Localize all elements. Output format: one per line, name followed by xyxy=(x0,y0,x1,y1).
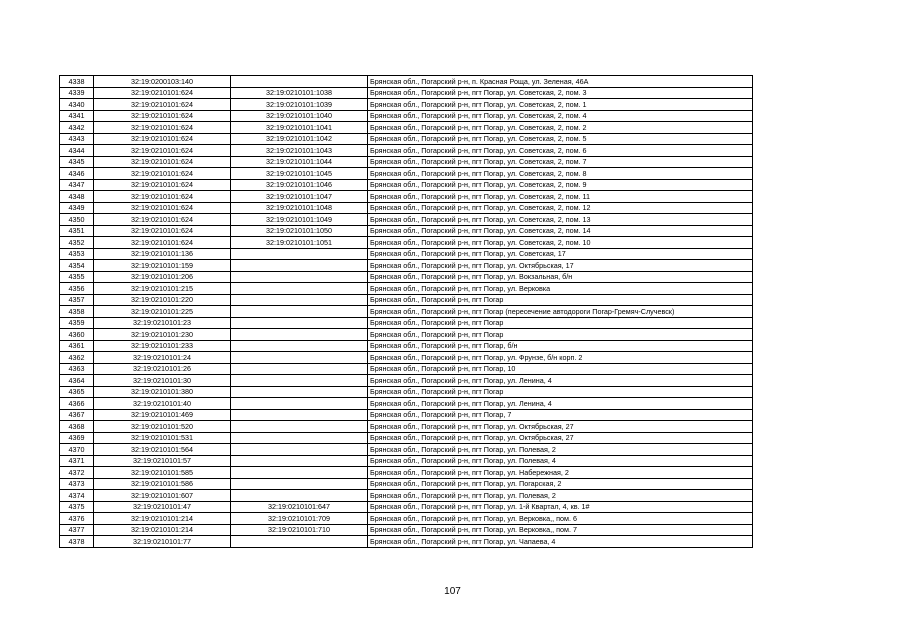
address-cell: Брянская обл., Погарский р-н, пгт Погар, ул. Советская, 2, пом. 1 xyxy=(368,99,753,111)
cadastral-number-cell: 32:19:0210101:225 xyxy=(94,306,231,318)
row-number-cell: 4359 xyxy=(60,317,94,329)
address-cell: Брянская обл., Погарский р-н, пгт Погар xyxy=(368,329,753,341)
table-row xyxy=(60,501,753,513)
address-cell: Брянская обл., Погарский р-н, пгт Погар, ул. Советская, 17 xyxy=(368,248,753,260)
cadastral-number-cell: 32:19:0210101:531 xyxy=(94,432,231,444)
table-row xyxy=(60,87,753,99)
row-number-cell: 4367 xyxy=(60,409,94,421)
row-number-cell: 4345 xyxy=(60,156,94,168)
table-row xyxy=(60,363,753,375)
cadastral-number-cell: 32:19:0210101:214 xyxy=(94,524,231,536)
table-row xyxy=(60,513,753,525)
address-cell: Брянская обл., Погарский р-н, пгт Погар, ул. Октябрьская, 27 xyxy=(368,432,753,444)
table-row xyxy=(60,524,753,536)
row-number-cell: 4339 xyxy=(60,87,94,99)
address-cell: Брянская обл., Погарский р-н, пгт Погар, б/н xyxy=(368,340,753,352)
table-row xyxy=(60,99,753,111)
address-cell: Брянская обл., Погарский р-н, пгт Погар xyxy=(368,386,753,398)
cadastral-number-cell: 32:19:0210101:230 xyxy=(94,329,231,341)
cadastral-number-cell: 32:19:0210101:624 xyxy=(94,237,231,249)
cadastral-number-cell: 32:19:0210101:624 xyxy=(94,122,231,134)
address-cell: Брянская обл., Погарский р-н, пгт Погар, ул. Верковка,, пом. 6 xyxy=(368,513,753,525)
cadastral-number-cell: 32:19:0210101:26 xyxy=(94,363,231,375)
sub-object-number-cell: 32:19:0210101:1044 xyxy=(231,156,368,168)
table-row xyxy=(60,409,753,421)
row-number-cell: 4340 xyxy=(60,99,94,111)
table-row xyxy=(60,375,753,387)
sub-object-number-cell xyxy=(231,340,368,352)
table-row xyxy=(60,421,753,433)
page-number: 107 xyxy=(444,586,461,597)
table-row xyxy=(60,191,753,203)
sub-object-number-cell xyxy=(231,455,368,467)
table-row xyxy=(60,294,753,306)
table-row xyxy=(60,168,753,180)
table-row xyxy=(60,317,753,329)
row-number-cell: 4346 xyxy=(60,168,94,180)
cadastral-number-cell: 32:19:0210101:233 xyxy=(94,340,231,352)
sub-object-number-cell xyxy=(231,271,368,283)
cadastral-number-cell: 32:19:0210101:624 xyxy=(94,87,231,99)
address-cell: Брянская обл., Погарский р-н, пгт Погар, ул. Погарская, 2 xyxy=(368,478,753,490)
sub-object-number-cell xyxy=(231,490,368,502)
cadastral-number-cell: 32:19:0210101:215 xyxy=(94,283,231,295)
row-number-cell: 4347 xyxy=(60,179,94,191)
row-number-cell: 4348 xyxy=(60,191,94,203)
row-number-cell: 4375 xyxy=(60,501,94,513)
row-number-cell: 4360 xyxy=(60,329,94,341)
row-number-cell: 4374 xyxy=(60,490,94,502)
row-number-cell: 4363 xyxy=(60,363,94,375)
cadastral-number-cell: 32:19:0210101:159 xyxy=(94,260,231,272)
sub-object-number-cell xyxy=(231,375,368,387)
sub-object-number-cell xyxy=(231,536,368,548)
row-number-cell: 4361 xyxy=(60,340,94,352)
cadastral-number-cell: 32:19:0210101:624 xyxy=(94,156,231,168)
address-cell: Брянская обл., Погарский р-н, пгт Погар (пересечение автодороги Погар-Гремяч-Случевск) xyxy=(368,306,753,318)
cadastral-number-cell: 32:19:0210101:624 xyxy=(94,214,231,226)
registry-table xyxy=(59,75,753,548)
sub-object-number-cell xyxy=(231,294,368,306)
cadastral-number-cell: 32:19:0210101:624 xyxy=(94,133,231,145)
address-cell: Брянская обл., Погарский р-н, пгт Погар, ул. 1-й Квартал, 4, кв. 1# xyxy=(368,501,753,513)
row-number-cell: 4370 xyxy=(60,444,94,456)
row-number-cell: 4369 xyxy=(60,432,94,444)
row-number-cell: 4372 xyxy=(60,467,94,479)
row-number-cell: 4342 xyxy=(60,122,94,134)
sub-object-number-cell: 32:19:0210101:1040 xyxy=(231,110,368,122)
row-number-cell: 4358 xyxy=(60,306,94,318)
row-number-cell: 4349 xyxy=(60,202,94,214)
cadastral-number-cell: 32:19:0210101:77 xyxy=(94,536,231,548)
sub-object-number-cell: 32:19:0210101:1039 xyxy=(231,99,368,111)
sub-object-number-cell xyxy=(231,386,368,398)
table-row xyxy=(60,283,753,295)
sub-object-number-cell: 32:19:0210101:1041 xyxy=(231,122,368,134)
row-number-cell: 4366 xyxy=(60,398,94,410)
sub-object-number-cell: 32:19:0210101:1042 xyxy=(231,133,368,145)
row-number-cell: 4357 xyxy=(60,294,94,306)
address-cell: Брянская обл., Погарский р-н, пгт Погар, ул. Верковка xyxy=(368,283,753,295)
table-row xyxy=(60,122,753,134)
cadastral-number-cell: 32:19:0210101:585 xyxy=(94,467,231,479)
row-number-cell: 4362 xyxy=(60,352,94,364)
table-row xyxy=(60,329,753,341)
address-cell: Брянская обл., Погарский р-н, пгт Погар, 10 xyxy=(368,363,753,375)
row-number-cell: 4373 xyxy=(60,478,94,490)
table-row xyxy=(60,271,753,283)
registry-table-body xyxy=(60,76,753,548)
sub-object-number-cell xyxy=(231,283,368,295)
address-cell: Брянская обл., Погарский р-н, пгт Погар, ул. Октябрьская, 27 xyxy=(368,421,753,433)
address-cell: Брянская обл., Погарский р-н, пгт Погар, ул. Советская, 2, пом. 4 xyxy=(368,110,753,122)
row-number-cell: 4364 xyxy=(60,375,94,387)
table-row xyxy=(60,398,753,410)
table-row xyxy=(60,156,753,168)
row-number-cell: 4344 xyxy=(60,145,94,157)
row-number-cell: 4343 xyxy=(60,133,94,145)
table-row xyxy=(60,490,753,502)
table-row xyxy=(60,248,753,260)
cadastral-number-cell: 32:19:0210101:624 xyxy=(94,99,231,111)
address-cell: Брянская обл., Погарский р-н, пгт Погар, ул. Советская, 2, пом. 11 xyxy=(368,191,753,203)
address-cell: Брянская обл., Погарский р-н, п. Красная Роща, ул. Зеленая, 46А xyxy=(368,76,753,88)
table-row xyxy=(60,133,753,145)
table-row xyxy=(60,260,753,272)
cadastral-number-cell: 32:19:0210101:520 xyxy=(94,421,231,433)
table-row xyxy=(60,145,753,157)
cadastral-number-cell: 32:19:0210101:469 xyxy=(94,409,231,421)
cadastral-number-cell: 32:19:0210101:624 xyxy=(94,225,231,237)
table-row xyxy=(60,110,753,122)
cadastral-number-cell: 32:19:0210101:624 xyxy=(94,168,231,180)
address-cell: Брянская обл., Погарский р-н, пгт Погар, ул. Советская, 2, пом. 3 xyxy=(368,87,753,99)
address-cell: Брянская обл., Погарский р-н, пгт Погар, ул. Октябрьская, 17 xyxy=(368,260,753,272)
cadastral-number-cell: 32:19:0210101:586 xyxy=(94,478,231,490)
table-row xyxy=(60,444,753,456)
sub-object-number-cell xyxy=(231,352,368,364)
cadastral-number-cell: 32:19:0210101:624 xyxy=(94,110,231,122)
table-row xyxy=(60,467,753,479)
sub-object-number-cell xyxy=(231,76,368,88)
sub-object-number-cell: 32:19:0210101:1051 xyxy=(231,237,368,249)
row-number-cell: 4353 xyxy=(60,248,94,260)
row-number-cell: 4350 xyxy=(60,214,94,226)
address-cell: Брянская обл., Погарский р-н, пгт Погар, ул. Чапаева, 4 xyxy=(368,536,753,548)
table-row xyxy=(60,455,753,467)
table-row xyxy=(60,386,753,398)
cadastral-number-cell: 32:19:0210101:30 xyxy=(94,375,231,387)
address-cell: Брянская обл., Погарский р-н, пгт Погар, ул. Советская, 2, пом. 2 xyxy=(368,122,753,134)
row-number-cell: 4354 xyxy=(60,260,94,272)
cadastral-number-cell: 32:19:0210101:24 xyxy=(94,352,231,364)
address-cell: Брянская обл., Погарский р-н, пгт Погар, ул. Верковка,, пом. 7 xyxy=(368,524,753,536)
address-cell: Брянская обл., Погарский р-н, пгт Погар, ул. Советская, 2, пом. 14 xyxy=(368,225,753,237)
table-row xyxy=(60,76,753,88)
address-cell: Брянская обл., Погарский р-н, пгт Погар, ул. Вокзальная, б/н xyxy=(368,271,753,283)
sub-object-number-cell: 32:19:0210101:1046 xyxy=(231,179,368,191)
row-number-cell: 4371 xyxy=(60,455,94,467)
cadastral-number-cell: 32:19:0210101:624 xyxy=(94,191,231,203)
sub-object-number-cell: 32:19:0210101:1043 xyxy=(231,145,368,157)
row-number-cell: 4351 xyxy=(60,225,94,237)
row-number-cell: 4365 xyxy=(60,386,94,398)
sub-object-number-cell xyxy=(231,363,368,375)
sub-object-number-cell: 32:19:0210101:1038 xyxy=(231,87,368,99)
cadastral-number-cell: 32:19:0210101:23 xyxy=(94,317,231,329)
sub-object-number-cell: 32:19:0210101:710 xyxy=(231,524,368,536)
sub-object-number-cell: 32:19:0210101:1048 xyxy=(231,202,368,214)
address-cell: Брянская обл., Погарский р-н, пгт Погар xyxy=(368,294,753,306)
row-number-cell: 4356 xyxy=(60,283,94,295)
sub-object-number-cell: 32:19:0210101:1047 xyxy=(231,191,368,203)
sub-object-number-cell: 32:19:0210101:1049 xyxy=(231,214,368,226)
cadastral-number-cell: 32:19:0210101:624 xyxy=(94,179,231,191)
sub-object-number-cell xyxy=(231,306,368,318)
row-number-cell: 4377 xyxy=(60,524,94,536)
address-cell: Брянская обл., Погарский р-н, пгт Погар, ул. Полевая, 4 xyxy=(368,455,753,467)
sub-object-number-cell xyxy=(231,398,368,410)
table-row xyxy=(60,237,753,249)
sub-object-number-cell xyxy=(231,248,368,260)
sub-object-number-cell xyxy=(231,421,368,433)
sub-object-number-cell xyxy=(231,444,368,456)
cadastral-number-cell: 32:19:0210101:624 xyxy=(94,145,231,157)
cadastral-number-cell: 32:19:0210101:206 xyxy=(94,271,231,283)
sub-object-number-cell: 32:19:0210101:1045 xyxy=(231,168,368,180)
table-row xyxy=(60,202,753,214)
cadastral-number-cell: 32:19:0210101:47 xyxy=(94,501,231,513)
sub-object-number-cell: 32:19:0210101:709 xyxy=(231,513,368,525)
row-number-cell: 4352 xyxy=(60,237,94,249)
cadastral-number-cell: 32:19:0200103:140 xyxy=(94,76,231,88)
address-cell: Брянская обл., Погарский р-н, пгт Погар, ул. Ленина, 4 xyxy=(368,398,753,410)
address-cell: Брянская обл., Погарский р-н, пгт Погар, ул. Советская, 2, пом. 10 xyxy=(368,237,753,249)
address-cell: Брянская обл., Погарский р-н, пгт Погар, ул. Советская, 2, пом. 13 xyxy=(368,214,753,226)
address-cell: Брянская обл., Погарский р-н, пгт Погар, ул. Полевая, 2 xyxy=(368,490,753,502)
address-cell: Брянская обл., Погарский р-н, пгт Погар, ул. Полевая, 2 xyxy=(368,444,753,456)
row-number-cell: 4378 xyxy=(60,536,94,548)
row-number-cell: 4368 xyxy=(60,421,94,433)
table-row xyxy=(60,340,753,352)
sub-object-number-cell: 32:19:0210101:1050 xyxy=(231,225,368,237)
address-cell: Брянская обл., Погарский р-н, пгт Погар, ул. Ленина, 4 xyxy=(368,375,753,387)
sub-object-number-cell: 32:19:0210101:647 xyxy=(231,501,368,513)
cadastral-number-cell: 32:19:0210101:136 xyxy=(94,248,231,260)
row-number-cell: 4341 xyxy=(60,110,94,122)
row-number-cell: 4355 xyxy=(60,271,94,283)
row-number-cell: 4338 xyxy=(60,76,94,88)
cadastral-number-cell: 32:19:0210101:57 xyxy=(94,455,231,467)
table-row xyxy=(60,352,753,364)
address-cell: Брянская обл., Погарский р-н, пгт Погар, ул. Советская, 2, пом. 7 xyxy=(368,156,753,168)
sub-object-number-cell xyxy=(231,409,368,421)
sub-object-number-cell xyxy=(231,329,368,341)
sub-object-number-cell xyxy=(231,260,368,272)
table-row xyxy=(60,214,753,226)
address-cell: Брянская обл., Погарский р-н, пгт Погар, ул. Фрунзе, б/н корп. 2 xyxy=(368,352,753,364)
cadastral-number-cell: 32:19:0210101:564 xyxy=(94,444,231,456)
table-row xyxy=(60,306,753,318)
table-row xyxy=(60,536,753,548)
cadastral-number-cell: 32:19:0210101:380 xyxy=(94,386,231,398)
sub-object-number-cell xyxy=(231,467,368,479)
sub-object-number-cell xyxy=(231,478,368,490)
row-number-cell: 4376 xyxy=(60,513,94,525)
address-cell: Брянская обл., Погарский р-н, пгт Погар, ул. Советская, 2, пом. 8 xyxy=(368,168,753,180)
sub-object-number-cell xyxy=(231,432,368,444)
sub-object-number-cell xyxy=(231,317,368,329)
table-row xyxy=(60,432,753,444)
table-row xyxy=(60,225,753,237)
address-cell: Брянская обл., Погарский р-н, пгт Погар, 7 xyxy=(368,409,753,421)
address-cell: Брянская обл., Погарский р-н, пгт Погар, ул. Советская, 2, пом. 9 xyxy=(368,179,753,191)
cadastral-number-cell: 32:19:0210101:220 xyxy=(94,294,231,306)
table-row xyxy=(60,179,753,191)
cadastral-number-cell: 32:19:0210101:607 xyxy=(94,490,231,502)
cadastral-number-cell: 32:19:0210101:214 xyxy=(94,513,231,525)
address-cell: Брянская обл., Погарский р-н, пгт Погар, ул. Советская, 2, пом. 5 xyxy=(368,133,753,145)
address-cell: Брянская обл., Погарский р-н, пгт Погар, ул. Советская, 2, пом. 6 xyxy=(368,145,753,157)
address-cell: Брянская обл., Погарский р-н, пгт Погар, ул. Советская, 2, пом. 12 xyxy=(368,202,753,214)
cadastral-number-cell: 32:19:0210101:40 xyxy=(94,398,231,410)
address-cell: Брянская обл., Погарский р-н, пгт Погар, ул. Набережная, 2 xyxy=(368,467,753,479)
address-cell: Брянская обл., Погарский р-н, пгт Погар xyxy=(368,317,753,329)
cadastral-number-cell: 32:19:0210101:624 xyxy=(94,202,231,214)
table-row xyxy=(60,478,753,490)
